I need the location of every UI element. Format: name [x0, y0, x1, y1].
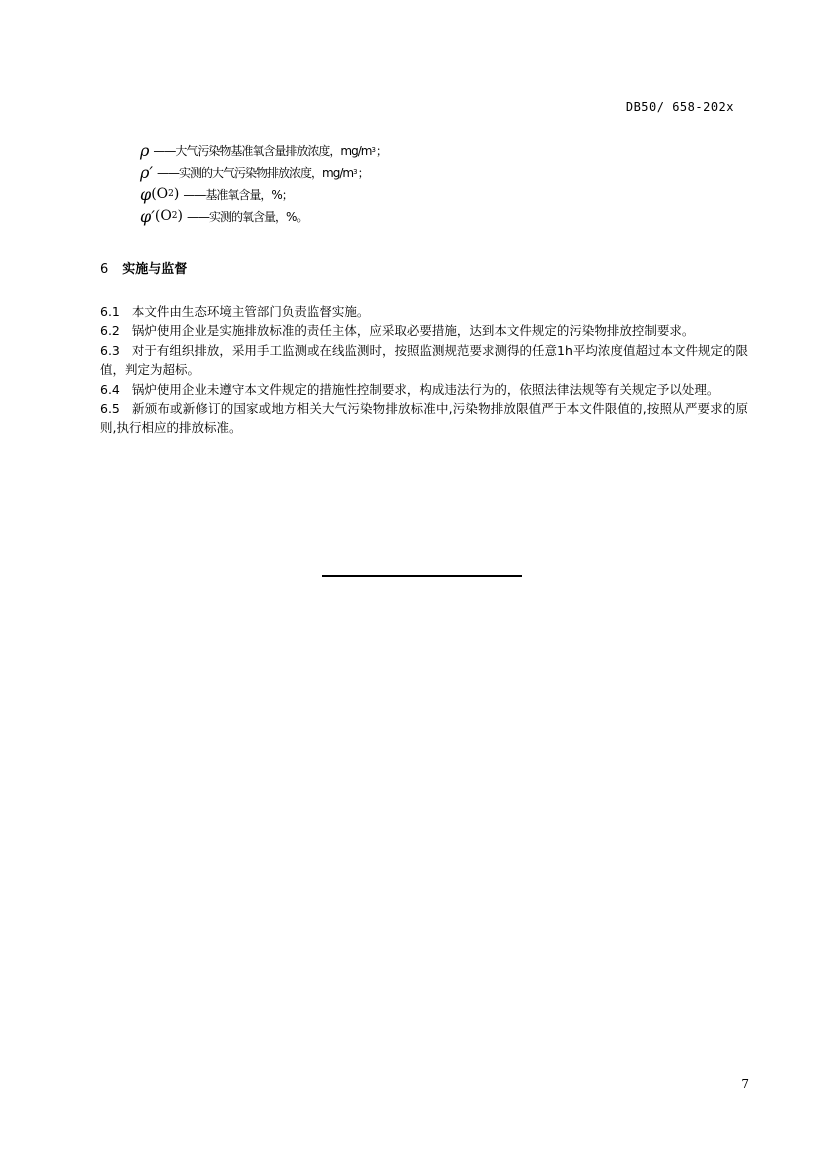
symbol-phi: φ — [140, 184, 152, 204]
clause-list — [100, 302, 748, 438]
definition-tail: ； — [357, 165, 370, 180]
clause-number: 6.4 — [100, 381, 120, 397]
end-rule — [322, 575, 522, 577]
symbol-rho: ρ — [140, 140, 150, 160]
close-paren: ) — [173, 186, 180, 202]
definition-text: ——实测的大气污染物排放浓度，mg/m — [157, 165, 354, 180]
document-code: DB50/ 658-202x — [625, 100, 734, 114]
clause-6-1 — [100, 302, 748, 321]
clause-number: 6.5 — [100, 401, 120, 417]
symbol-rho-prime: ρ′ — [140, 162, 154, 182]
clause-text: 锅炉使用企业未遵守本文件规定的措施性控制要求，构成违法行为的，依照法律法规等有关规定予以处理。 — [131, 381, 720, 397]
clause-text: 对于有组织排放，采用手工监测或在线监测时，按照监测规范要求测得的任意1h平均浓度值超过本文件规定的限值，判定为超标。 — [100, 342, 748, 378]
clause-text: 本文件由生态环境主管部门负责监督实施。 — [131, 304, 370, 319]
clause-6-5 — [100, 399, 748, 438]
section-heading — [100, 258, 187, 277]
definition-tail: ； — [375, 143, 388, 158]
definition-rho — [140, 139, 388, 161]
definition-text: ——基准氧含量，%； — [183, 187, 293, 202]
symbol-definitions — [140, 139, 388, 227]
definition-rho-prime — [140, 161, 388, 183]
definition-phi-prime — [140, 205, 388, 227]
section-number: 6 — [100, 262, 109, 277]
definition-phi — [140, 183, 388, 205]
clause-number: 6.3 — [100, 342, 120, 358]
oxygen-symbol: O — [156, 186, 169, 202]
subscript: 2 — [168, 189, 174, 199]
open-paren: ( — [154, 208, 161, 224]
clause-number: 6.2 — [100, 323, 120, 339]
clause-6-2 — [100, 321, 748, 340]
subscript: 2 — [171, 211, 178, 221]
section-title-text: 实施与监督 — [122, 262, 188, 277]
clause-text: 锅炉使用企业是实施排放标准的责任主体，应采取必要措施，达到本文件规定的污染物排放控制要求。 — [131, 323, 695, 339]
clause-6-4 — [100, 380, 748, 399]
open-paren: ( — [151, 186, 157, 202]
clause-6-3 — [100, 341, 748, 380]
page-number: 7 — [741, 1077, 749, 1091]
oxygen-symbol: O — [160, 208, 172, 224]
definition-text: ——大气污染物基准氧含量排放浓度，mg/m — [153, 143, 372, 158]
symbol-phi-prime: φ′ — [140, 206, 155, 226]
clause-number: 6.1 — [100, 304, 120, 319]
close-paren: ) — [177, 208, 183, 224]
superscript: 3 — [371, 146, 376, 154]
superscript: 3 — [353, 168, 358, 176]
clause-text: 新颁布或新修订的国家或地方相关大气污染物排放标准中,污染物排放限值严于本文件限值的,按照从严要求的原则,执行相应的排放标准。 — [100, 401, 748, 436]
definition-text: ——实测的氧含量，%。 — [187, 209, 308, 224]
